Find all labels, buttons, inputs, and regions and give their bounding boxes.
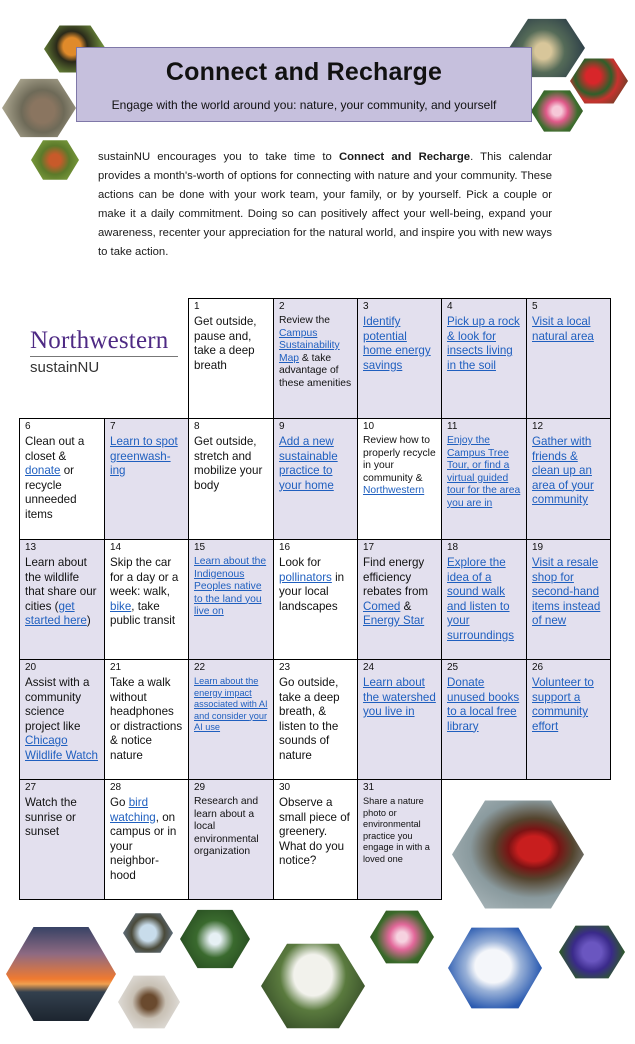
pink-lotus-photo [531,89,583,133]
day-number: 14 [110,542,122,553]
day-text: Clean out a closet & [25,435,85,463]
calendar-day-17 [357,539,442,660]
home-energy-savings-link[interactable]: Identify potential home energy savings [363,315,431,372]
cloud-sky-photo [448,925,542,1011]
day-number: 28 [110,782,122,793]
campus-tree-tour-link[interactable]: Enjoy the Campus Tree Tour, or find a virtual guided tour for the area you are in [447,435,521,509]
calendar-day-2 [273,298,358,419]
calendar-day-12 [526,418,611,540]
greenwashing-link[interactable]: Learn to spot greenwash-ing [110,435,178,477]
tree-branches-photo [123,912,173,954]
calendar-day-20 [19,659,105,780]
chicago-wildlife-watch-link[interactable]: Chicago Wildlife Watch [25,734,99,762]
sound-walk-link[interactable]: Explore the idea of a sound walk and listen to your surroundings [447,556,515,642]
day-number: 10 [363,421,375,432]
intro-text-start: sustainNU encourages you to take time to [98,151,339,163]
calendar-day-14 [104,539,189,660]
resale-shop-link[interactable]: Visit a resale shop for second-hand items instead of new [532,556,601,627]
page-subtitle: Engage with the world around you: nature, your community, and yourself [111,98,497,112]
donate-link[interactable]: donate [25,464,61,477]
calendar-day-4 [441,298,527,419]
day-number: 11 [447,421,458,432]
northwestern-logo: Northwestern [30,327,169,354]
insects-in-soil-link[interactable]: Pick up a rock & look for insects living in the soil [447,315,520,372]
ai-energy-impact-link[interactable]: Learn about the energy impact associated with AI and consider your AI use [194,676,268,732]
calendar-day-15 [188,539,274,660]
calendar-day-9 [273,418,358,540]
day-number: 23 [279,662,291,673]
calendar-day-6 [19,418,105,540]
day-text: Learn about the wildlife that share our cities ( [25,556,97,613]
calendar-day-28 [104,779,189,900]
day-number: 24 [363,662,375,673]
bike-link[interactable]: bike [110,599,132,613]
urban-wildlife-link[interactable]: get started here [25,599,87,627]
day-text: ) [86,614,91,627]
day-number: 27 [25,782,37,793]
calendar-day-25 [441,659,527,780]
volunteer-link[interactable]: Volunteer to support a community effort [532,676,594,733]
day-text: Watch the sunrise or sunset [25,796,77,838]
free-library-link[interactable]: Donate unused books to a local free library [447,676,520,733]
day-number: 29 [194,782,206,793]
calendar-day-19 [526,539,611,660]
day-number: 19 [532,542,544,553]
calendar-day-16 [273,539,358,660]
day-text: in your local landscapes [279,570,345,613]
indigenous-peoples-link[interactable]: Learn about the Indigenous Peoples native to the land you live on [194,556,267,617]
calendar-day-8 [188,418,274,540]
calendar-day-7 [104,418,189,540]
day-text: or recycle unneeded items [25,464,77,521]
pollinators-link[interactable]: pollinators [279,570,332,584]
calendar-day-29 [188,779,274,900]
energy-star-link[interactable]: Energy Star [363,614,425,627]
tree-canopy-photo [180,908,250,970]
day-number: 30 [279,782,291,793]
day-number: 20 [25,662,37,673]
day-number: 6 [25,421,31,432]
logo-divider [30,356,178,357]
red-flowers-photo [570,57,628,105]
calendar-day-27 [19,779,105,900]
day-number: 18 [447,542,459,553]
rabbit-photo [2,77,76,139]
calendar-day-11 [441,418,527,540]
day-number: 4 [447,301,453,312]
day-number: 16 [279,542,291,553]
purple-flowers-photo [559,924,625,980]
day-text: Skip the car for a day or a week: walk, [110,556,179,598]
calendar-day-21 [104,659,189,780]
sustainable-practice-link[interactable]: Add a new sustainable practice to your home [279,435,338,492]
day-text: Go outside, take a deep breath, & listen to the sounds of nature [279,676,340,762]
day-text: Review how to properly recycle in your community & [363,435,436,484]
comed-link[interactable]: Comed [363,599,401,613]
pink-flower-photo [370,909,434,965]
day-number: 9 [279,421,285,432]
day-number: 13 [25,542,37,553]
beetle-photo [31,139,79,181]
campus-sustainability-map-link[interactable]: Campus Sustainability Map [279,327,340,364]
day-number: 12 [532,421,544,432]
day-text: & [400,599,412,613]
calendar-day-26 [526,659,611,780]
calendar-day-1 [188,298,274,419]
day-text: Get outside, pause and, take a deep breath [194,315,257,372]
day-number: 17 [363,542,375,553]
day-text: , take public transit [110,599,176,627]
calendar-day-10 [357,418,442,540]
northwestern-recycling-link[interactable]: Northwestern [363,485,425,496]
intro-paragraph [98,148,552,262]
day-text: Review the [279,315,330,326]
day-text: Look for [279,556,321,569]
calendar-day-13 [19,539,105,660]
watershed-link[interactable]: Learn about the watershed you live in [363,676,436,718]
community-cleanup-link[interactable]: Gather with friends & clean up an area of your community [532,435,594,506]
white-flowers-photo [261,941,365,1031]
sustainnu-logo: sustainNU [30,359,100,376]
day-text: Take a walk without headphones or distractions & notice nature [110,676,183,762]
day-number: 1 [194,301,200,312]
day-number: 25 [447,662,459,673]
day-text: , on campus or in your neighbor-hood [110,810,177,882]
bird-watching-link[interactable]: bird watching [110,796,156,824]
page-title: Connect and Recharge [165,58,443,86]
day-text: & take advantage of these amenities [279,352,352,389]
day-text: Research and learn about a local environmental organization [194,796,259,857]
local-natural-area-link[interactable]: Visit a local natural area [532,315,594,343]
day-text: Find energy efficiency rebates from [363,556,429,598]
day-number: 26 [532,662,544,673]
calendar-day-30 [273,779,358,900]
day-text: Observe a small piece of greenery. What do you notice? [279,796,350,867]
calendar-day-22 [188,659,274,780]
header-banner [76,47,532,122]
calendar-day-23 [273,659,358,780]
intro-text-rest: . This calendar provides a month's-worth of options for connecting with nature and your community. These actions can be done with your work team, your family, or by yourself. Pick a couple or make it a daily commitment. Doing so can positively affect your well-being, expand your awareness, recenter your appreciation for the natural world, and inspire you with new ways to take action. [98,151,552,258]
day-number: 21 [110,662,122,673]
red-cardinal-photo [452,797,584,912]
day-text: Assist with a community science project like [25,676,90,733]
day-number: 7 [110,421,116,432]
day-text: Go [110,796,129,809]
day-number: 8 [194,421,200,432]
calendar-day-24 [357,659,442,780]
day-text: Share a nature photo or environmental practice you engage in with a loved one [363,796,430,864]
calendar-day-3 [357,298,442,419]
day-number: 2 [279,301,285,312]
day-number: 22 [194,662,206,673]
sunset-lake-photo [6,924,116,1024]
day-number: 3 [363,301,369,312]
calendar-day-31 [357,779,442,900]
day-number: 5 [532,301,538,312]
calendar-day-5 [526,298,611,419]
day-number: 15 [194,542,206,553]
calendar-day-18 [441,539,527,660]
day-text: Get outside, stretch and mobilize your body [194,435,263,492]
spider-photo [118,974,180,1030]
intro-bold-phrase: Connect and Recharge [339,151,471,163]
day-number: 31 [363,782,375,793]
